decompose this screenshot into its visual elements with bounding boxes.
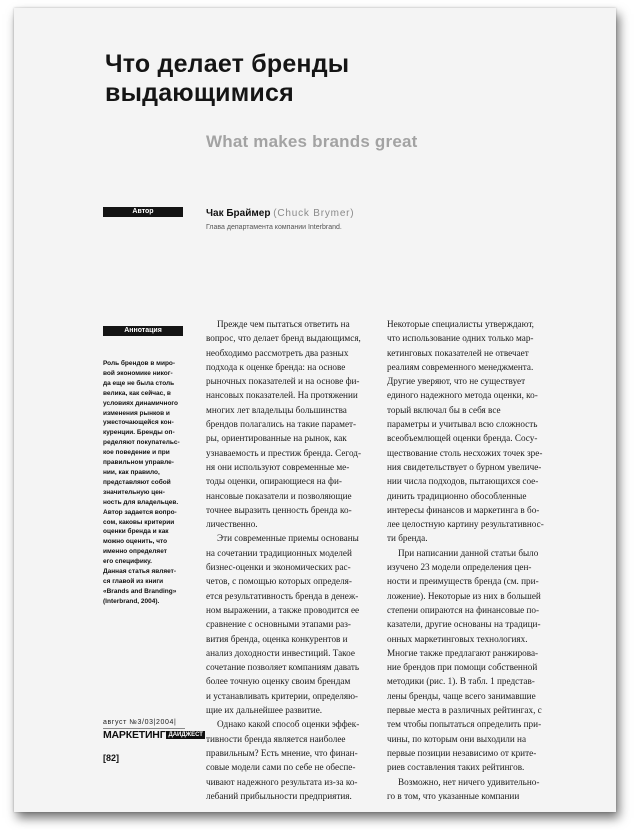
author-name [206, 208, 354, 219]
text-line: всеобъемлющей оценки бренда. Сосу- [387, 433, 538, 444]
text-line: вопрос, что делает бренд выдающимся, [206, 333, 361, 344]
text-line: тивности бренда является наиболее [206, 733, 346, 744]
body-column-2 [387, 317, 557, 803]
text-line: степени опираются на финансовые по- [387, 604, 540, 615]
text-line: вития бренда, оценка конкурентов и [206, 633, 348, 644]
text-line: лены бренды, чаще всего занимавшие [387, 690, 536, 701]
text-line: первые позиции независимо от крите- [387, 747, 537, 758]
text-line: представляют собой [103, 478, 171, 486]
text-line: Некоторые специалисты утверждают, [387, 319, 534, 329]
abstract-label: Аннотация [103, 326, 183, 336]
text-line: рыночных показателей и на основе фи- [206, 376, 360, 387]
text-line: точнее выразить ценность бренда ко- [206, 504, 352, 515]
text-line: его специфику. [103, 558, 152, 566]
text-line: (Interbrand, 2004). [103, 597, 160, 605]
title-line: выдающимися [105, 79, 294, 107]
text-line: бизнес-оценки и экономических рас- [206, 562, 351, 573]
page-number: [82] [103, 753, 120, 763]
text-line: можно оценить, что [103, 538, 168, 546]
text-line: ределяют покупательс- [103, 439, 180, 447]
issue-info: август №3/03|2004| [103, 718, 185, 729]
text-line: тоды оценки, опирающиеся на фи- [206, 476, 342, 487]
text-line: велика, как сейчас, в [103, 389, 171, 397]
abstract-text [103, 359, 185, 607]
text-line: необходимо рассмотреть два разных [206, 347, 349, 358]
text-line: Другие уверяют, что не существует [387, 376, 526, 387]
text-line: Данная статья являет- [103, 568, 177, 576]
text-line: кое поведение и при [103, 449, 170, 457]
text-line: сравнение с основными этапами раз- [206, 619, 351, 630]
text-line: правильным? Есть мнение, что финан- [206, 747, 358, 758]
text-line: кетинговых показателей не отвечает [387, 347, 529, 358]
text-line: Прежде чем пытаться ответить на [217, 319, 350, 329]
text-line: сом, каковы критерии [103, 518, 175, 526]
text-line: го в том, что указанные компании [387, 790, 520, 801]
text-line: значительную цен- [103, 488, 165, 496]
text-line: чины, по которым они выходили на [387, 733, 527, 744]
article-subtitle: What makes brands great [206, 132, 418, 151]
text-line: реалиям современного менеджмента. [387, 361, 534, 372]
text-line: Многие также предлагают ранжирова- [387, 647, 539, 658]
text-line: ся главой из книги [103, 577, 164, 585]
text-line: совые модели сами по себе не обеспе- [206, 762, 356, 773]
text-line: и устанавливать критерии, определяю- [206, 690, 358, 701]
text-line: ложение). Некоторые из них в большей [387, 590, 541, 601]
text-line: да еще не была столь [103, 379, 175, 387]
text-line: условиях динамичного [103, 399, 179, 407]
title-line: Что делает бренды [105, 50, 350, 78]
text-line: ность для владельцев. [103, 498, 179, 506]
text-line: нансовых показателей. На протяжении [206, 390, 358, 401]
magazine-badge: ДАЙДЖЕСТ [168, 732, 203, 738]
text-line: именно определяет [103, 548, 167, 556]
text-line: «Brands and Branding» [103, 587, 177, 595]
text-line: тем чтобы попытаться определить при- [387, 719, 542, 730]
text-line: что использование одних только мар- [387, 333, 534, 344]
text-line: нансовые показатели и позволяющие [206, 490, 352, 501]
text-line: изменения рынков и [103, 409, 170, 417]
text-line: ужесточающейся кон- [103, 419, 174, 427]
text-line: Эти современные приемы основаны [217, 533, 359, 544]
text-line: динить традиционно обособленные [387, 490, 527, 501]
magazine-logo [103, 729, 205, 741]
text-line: анализ доходности инвестиций. Такое [206, 647, 355, 658]
text-line: щие их дальнейшее развитие. [206, 705, 323, 716]
text-line: сочетание позволяет компаниям давать [206, 662, 360, 673]
text-line: ется результативность бренда в денеж- [206, 590, 359, 601]
text-line: вой экономике никог- [103, 369, 173, 377]
text-line: четов, с помощью которых определя- [206, 576, 352, 587]
text-line: изучено 23 модели определения цен- [387, 562, 532, 573]
text-line: ние брендов при помощи собственной [387, 662, 538, 673]
text-line: ществование столь несхожих точек зре- [387, 447, 543, 458]
magazine-name: МАРКЕТИНГ [103, 729, 166, 741]
text-line: многих лет владельцы большинства [206, 404, 347, 415]
text-line: интересы финансов и маркетинга в бо- [387, 504, 540, 515]
text-line: личественно. [206, 519, 258, 530]
text-line: казатели, другие основаны на традици- [387, 619, 541, 630]
text-line: Автор задается вопро- [103, 508, 177, 516]
text-line: ности и преимуществ бренда (см. при- [387, 576, 539, 587]
text-line: узнаваемость и престиж бренда. Сегод- [206, 447, 362, 458]
text-line: единого надежного метода оценки, ко- [387, 390, 538, 401]
text-line: оценки бренда и как [103, 528, 169, 536]
text-line: нии числа подходов, пытающихся сое- [387, 476, 539, 487]
author-label: Автор [103, 207, 183, 217]
text-line: лебаний прибыльности предприятия. [206, 790, 352, 801]
text-line: параметры и учитывал всю сложность [387, 419, 538, 430]
text-line: ры, ориентированные на рынок, как [206, 433, 347, 444]
text-line: на сочетании традиционных моделей [206, 547, 352, 558]
text-line: куренции. Бренды оп- [103, 429, 175, 437]
text-line: Однако какой способ оценки эффек- [217, 719, 360, 730]
text-line: первые места в различных рейтингах, с [387, 705, 542, 716]
text-line: лее целостную картину результативнос- [387, 519, 544, 530]
author-name-latin: (Chuck Brymer) [273, 208, 355, 219]
text-line: ня они используют современные ме- [206, 461, 350, 472]
text-line: ти бренда. [387, 533, 428, 544]
author-role: Глава департамента компании Interbrand. [206, 224, 342, 231]
text-line: более точную оценку своим брендам [206, 676, 351, 687]
text-line: Роль брендов в миро- [103, 360, 176, 367]
document-page [14, 8, 616, 812]
author-name-ru: Чак Браймер [206, 208, 271, 219]
text-line: подхода к оценке бренда: на основе [206, 361, 346, 372]
text-line: ном выражении, а также проводится ее [206, 604, 360, 615]
article-title [105, 50, 465, 108]
text-line: нии, как правило, [103, 468, 160, 476]
text-line: ния свидетельствует о бурном увеличе- [387, 461, 542, 472]
text-line: методики (рис. 1). В табл. 1 представ- [387, 676, 535, 687]
body-column-1 [206, 317, 374, 803]
text-line: риев составления таких рейтингов. [387, 762, 525, 773]
text-line: брендов полагались на такие парамет- [206, 419, 357, 430]
text-line: онных маркетинговых технологиях. [387, 633, 528, 644]
text-line: При написании данной статьи было [398, 547, 539, 558]
text-line: правильном управле- [103, 459, 174, 467]
text-line: торый включал бы в себя все [387, 404, 501, 415]
text-line: Возможно, нет ничего удивительно- [398, 776, 540, 787]
text-line: чивают надежного результата из-за ко- [206, 776, 358, 787]
